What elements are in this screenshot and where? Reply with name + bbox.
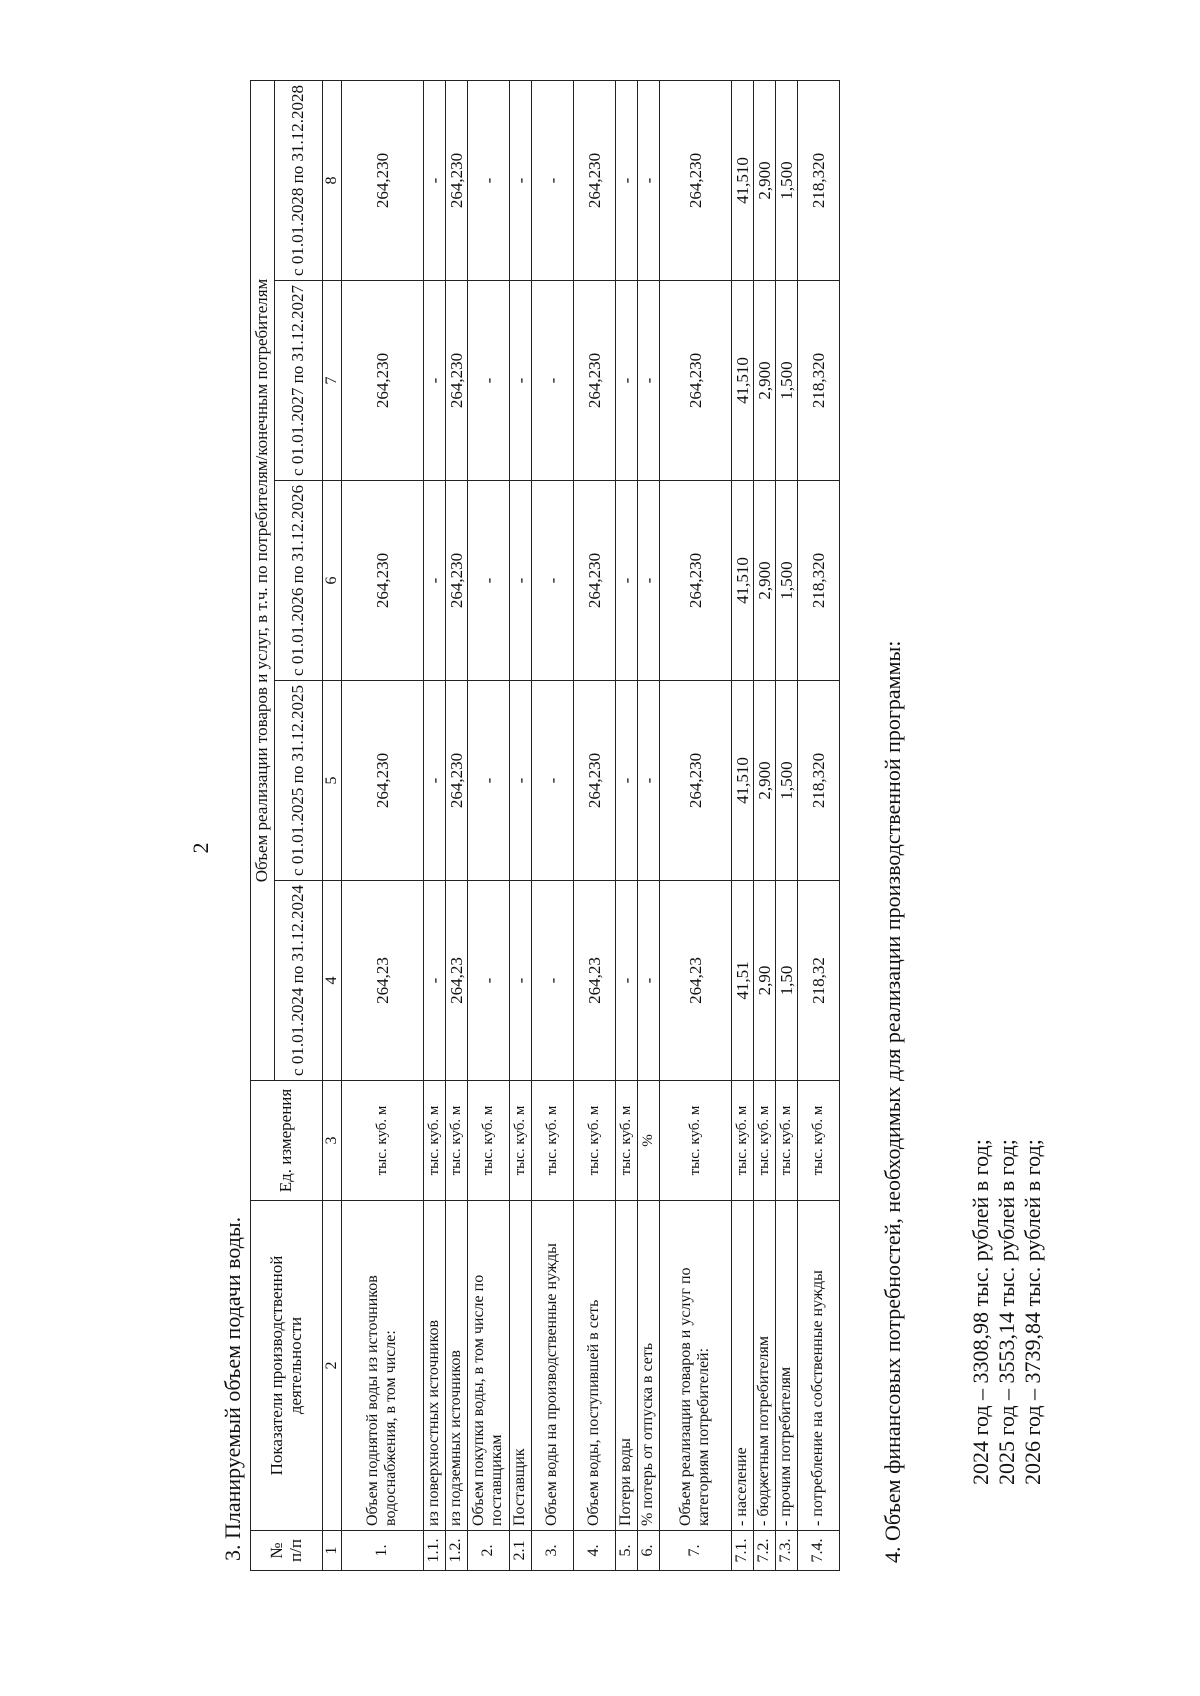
row-value: 264,230: [445, 281, 467, 481]
row-num: 6.: [637, 1531, 659, 1571]
header-num: № п/п: [251, 1531, 323, 1571]
row-label: Потери воды: [615, 1201, 637, 1531]
col-index: 6: [323, 481, 342, 681]
row-value: -: [423, 481, 445, 681]
header-group: Объем реализации товаров и услуг, в т.ч. по потребителям/конечным потребителям: [251, 80, 275, 1080]
table-row: [775, 80, 797, 1570]
row-value: 1,50: [775, 881, 797, 1081]
financial-line: 2025 год – 3553,14 тыс. рублей в год;: [993, 1139, 1019, 1485]
page-number: 2: [188, 842, 213, 854]
row-value: 264,230: [445, 681, 467, 881]
row-value: 1,500: [775, 481, 797, 681]
row-value: 264,230: [341, 681, 423, 881]
row-value: -: [615, 80, 637, 280]
row-unit: тыс. куб. м: [509, 1081, 531, 1201]
row-label: из поверхностных источников: [423, 1201, 445, 1531]
row-value: -: [615, 881, 637, 1081]
header-indicator: Показатели производственной деятельности: [251, 1201, 323, 1531]
row-value: 41,510: [731, 80, 753, 280]
row-value: 218,320: [797, 481, 839, 681]
table-row: [659, 80, 731, 1570]
row-value: -: [467, 281, 509, 481]
row-label: - прочим потребителям: [775, 1201, 797, 1531]
row-value: 41,510: [731, 281, 753, 481]
row-value: 264,230: [573, 481, 615, 681]
table-row: [531, 80, 573, 1570]
row-value: 264,230: [445, 80, 467, 280]
table-row: [509, 80, 531, 1570]
table-row: [341, 80, 423, 1570]
col-index: 4: [323, 881, 342, 1081]
row-value: -: [531, 881, 573, 1081]
section-4-title: 4. Объем финансовых потребностей, необходимых для реализации производственной программы:: [880, 640, 905, 1563]
row-value: 264,230: [445, 481, 467, 681]
row-unit: тыс. куб. м: [775, 1081, 797, 1201]
row-unit: тыс. куб. м: [797, 1081, 839, 1201]
row-label: - потребление на собственные нужды: [797, 1201, 839, 1531]
row-value: 264,23: [341, 881, 423, 1081]
header-period: с 01.01.2028 по 31.12.2028: [275, 80, 323, 280]
table-row: [615, 80, 637, 1570]
row-value: -: [531, 681, 573, 881]
row-num: 1.2.: [445, 1531, 467, 1571]
row-unit: тыс. куб. м: [731, 1081, 753, 1201]
col-index: 5: [323, 681, 342, 881]
row-value: 2,900: [753, 281, 775, 481]
row-value: -: [615, 481, 637, 681]
row-value: 41,510: [731, 481, 753, 681]
table-row: [753, 80, 775, 1570]
row-value: -: [637, 80, 659, 280]
row-value: 264,230: [659, 681, 731, 881]
row-value: -: [423, 80, 445, 280]
row-label: - население: [731, 1201, 753, 1531]
col-index: 7: [323, 281, 342, 481]
water-supply-table: [250, 80, 840, 1571]
row-value: 264,230: [341, 481, 423, 681]
table-row: [797, 80, 839, 1570]
row-num: 2.1: [509, 1531, 531, 1571]
row-value: -: [509, 80, 531, 280]
financial-line: 2024 год – 3308,98 тыс. рублей в год;: [968, 1139, 993, 1485]
row-value: 2,900: [753, 681, 775, 881]
document-page: [80, 83, 1120, 1613]
row-value: 218,32: [797, 881, 839, 1081]
row-value: 2,900: [753, 80, 775, 280]
row-num: 5.: [615, 1531, 637, 1571]
row-value: -: [467, 881, 509, 1081]
row-label: из подземных источников: [445, 1201, 467, 1531]
row-unit: тыс. куб. м: [467, 1081, 509, 1201]
row-label: Объем воды на производственные нужды: [531, 1201, 573, 1531]
row-unit: тыс. куб. м: [753, 1081, 775, 1201]
financial-line: 2026 год – 3739,84 тыс. рублей в год;: [1019, 1139, 1045, 1485]
row-num: 4.: [573, 1531, 615, 1571]
section-3-title: 3. Планируемый объем подачи воды.: [220, 1216, 245, 1561]
row-label: Поставщик: [509, 1201, 531, 1531]
row-value: 41,51: [731, 881, 753, 1081]
row-value: -: [637, 681, 659, 881]
header-period: с 01.01.2024 по 31.12.2024: [275, 881, 323, 1081]
header-period: с 01.01.2026 по 31.12.2026: [275, 481, 323, 681]
row-value: 264,230: [573, 80, 615, 280]
row-value: -: [467, 681, 509, 881]
row-value: -: [531, 281, 573, 481]
row-unit: тыс. куб. м: [423, 1081, 445, 1201]
row-label: Объем поднятой воды из источников водоснабжения, в том числе:: [341, 1201, 423, 1531]
row-value: -: [467, 481, 509, 681]
row-unit: тыс. куб. м: [445, 1081, 467, 1201]
row-value: -: [615, 681, 637, 881]
row-value: 264,23: [573, 881, 615, 1081]
row-num: 7.4.: [797, 1531, 839, 1571]
table-row: [731, 80, 753, 1570]
row-value: -: [509, 881, 531, 1081]
row-value: 218,320: [797, 281, 839, 481]
row-label: Объем воды, поступившей в сеть: [573, 1201, 615, 1531]
row-unit: тыс. куб. м: [615, 1081, 637, 1201]
header-period: с 01.01.2025 по 31.12.2025: [275, 681, 323, 881]
row-value: 1,500: [775, 80, 797, 280]
row-num: 1.1.: [423, 1531, 445, 1571]
row-label: Объем реализации товаров и услуг по категориям потребителей:: [659, 1201, 731, 1531]
row-num: 7.2.: [753, 1531, 775, 1571]
row-value: -: [467, 80, 509, 280]
row-label: - бюджетным потребителям: [753, 1201, 775, 1531]
row-value: -: [509, 481, 531, 681]
row-value: 1,500: [775, 681, 797, 881]
row-value: -: [423, 881, 445, 1081]
row-value: -: [509, 281, 531, 481]
col-index: 3: [323, 1081, 342, 1201]
row-value: -: [509, 681, 531, 881]
row-value: 264,230: [659, 481, 731, 681]
row-num: 2.: [467, 1531, 509, 1571]
row-unit: тыс. куб. м: [341, 1081, 423, 1201]
row-value: -: [637, 281, 659, 481]
row-unit: %: [637, 1081, 659, 1201]
row-unit: тыс. куб. м: [659, 1081, 731, 1201]
row-value: 264,230: [341, 281, 423, 481]
row-unit: тыс. куб. м: [531, 1081, 573, 1201]
row-value: -: [423, 281, 445, 481]
row-value: 264,230: [659, 80, 731, 280]
row-num: 3.: [531, 1531, 573, 1571]
row-value: 264,230: [573, 281, 615, 481]
header-period: с 01.01.2027 по 31.12.2027: [275, 281, 323, 481]
col-index: 8: [323, 80, 342, 280]
row-num: 7.3.: [775, 1531, 797, 1571]
col-index: 1: [323, 1531, 342, 1571]
row-num: 7.: [659, 1531, 731, 1571]
row-value: 1,500: [775, 281, 797, 481]
table-row: [573, 80, 615, 1570]
header-unit: Ед. измерения: [251, 1081, 323, 1201]
row-value: -: [637, 881, 659, 1081]
row-value: -: [615, 281, 637, 481]
row-unit: тыс. куб. м: [573, 1081, 615, 1201]
row-num: 1.: [341, 1531, 423, 1571]
row-label: % потерь от отпуска в сеть: [637, 1201, 659, 1531]
row-label: Объем покупки воды, в том числе по поставщикам: [467, 1201, 509, 1531]
table-row: [445, 80, 467, 1570]
row-value: 41,510: [731, 681, 753, 881]
row-value: 264,23: [659, 881, 731, 1081]
row-value: -: [531, 80, 573, 280]
table-row: [423, 80, 445, 1570]
row-value: -: [637, 481, 659, 681]
row-value: 264,230: [573, 681, 615, 881]
row-value: -: [531, 481, 573, 681]
financial-needs-list: [968, 1139, 1046, 1485]
table-row: [467, 80, 509, 1570]
row-value: 218,320: [797, 681, 839, 881]
row-value: 264,230: [341, 80, 423, 280]
row-value: 264,23: [445, 881, 467, 1081]
row-value: 2,90: [753, 881, 775, 1081]
row-value: 2,900: [753, 481, 775, 681]
col-index: 2: [323, 1201, 342, 1531]
row-value: 218,320: [797, 80, 839, 280]
table-row: [637, 80, 659, 1570]
row-value: 264,230: [659, 281, 731, 481]
row-num: 7.1.: [731, 1531, 753, 1571]
row-value: -: [423, 681, 445, 881]
